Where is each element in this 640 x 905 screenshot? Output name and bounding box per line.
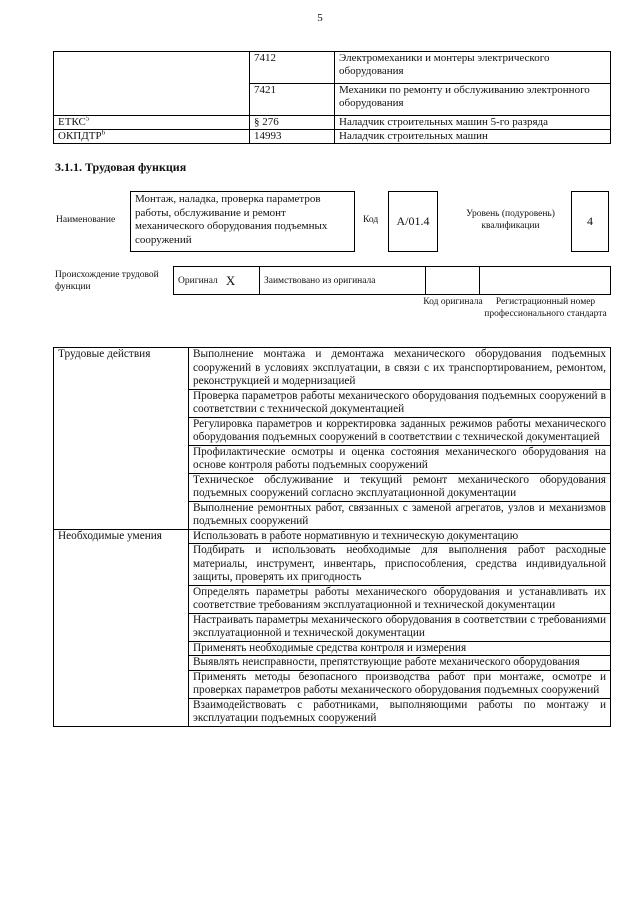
category-cell: Необходимые умения	[54, 529, 189, 726]
list-item: Подбирать и использовать необходимые для выполнения работ расходные материалы, инструмент, инвентарь, приспособления, средства индивидуальной защиты, проверять их пригодность	[189, 544, 611, 586]
list-item: Использовать в работе нормативную и техническую документацию	[189, 529, 611, 544]
code-caption: Код оригинала	[423, 297, 483, 307]
original-code-cell	[426, 267, 480, 294]
table-row	[54, 116, 611, 130]
list-item: Взаимодействовать с работниками, выполняющими работы по монтажу и эксплуатации подъемных сооружений	[189, 698, 611, 726]
origin-label: Происхождение трудовой функции	[55, 270, 159, 292]
function-code-box: А/01.4	[388, 191, 438, 252]
original-label: Оригинал	[178, 275, 218, 286]
list-item: Регулировка параметров и корректировка заданных режимов работы механического оборудования подъемных сооружений в соответствии с технической документацией	[189, 417, 611, 445]
function-name-box: Монтаж, наладка, проверка параметров работы, обслуживание и ремонт механического оборудования подъемных сооружений	[130, 191, 355, 252]
borrowed-cell	[260, 267, 426, 294]
original-mark: X	[225, 272, 236, 288]
table-row	[54, 130, 611, 144]
category-cell: Трудовые действия	[54, 348, 189, 530]
name-label: Наименование	[56, 215, 116, 225]
list-item: Техническое обслуживание и текущий ремонт механического оборудования подъемных сооружений согласно эксплуатационной документации	[189, 473, 611, 501]
code-label: Код	[363, 215, 379, 225]
name-cell: Наладчик строительных машин 5-го разряда	[335, 116, 611, 130]
borrowed-label: Заимствовано из оригинала	[264, 275, 376, 286]
page-number: 5	[317, 12, 323, 24]
code-cell: 7421	[250, 84, 335, 116]
level-label: Уровень (подуровень) квалификации	[466, 209, 555, 231]
list-item: Настраивать параметры механического оборудования в соответствии с требованиями эксплуатационной и технической документации	[189, 613, 611, 641]
code-cell: 14993	[250, 130, 335, 144]
list-item: Профилактические осмотры и оценка состояния механического оборудования на основе контроля работы подъемных сооружений	[189, 445, 611, 473]
function-details-table	[53, 347, 611, 727]
code-cell: § 276	[250, 116, 335, 130]
list-item: Выявлять неисправности, препятствующие работе механического оборудования	[189, 656, 611, 671]
list-item: Выполнение ремонтных работ, связанных с заменой агрегатов, узлов и механизмов подъемных сооружений	[189, 501, 611, 529]
name-cell: Электромеханики и монтеры электрического оборудования	[335, 52, 611, 84]
reg-caption: Регистрационный номер профессионального стандарта	[484, 297, 607, 319]
classifier-cell: ОКПДТР$^6$	[54, 130, 250, 144]
table-row	[54, 529, 611, 544]
classification-table	[53, 51, 611, 144]
list-item: Определять параметры работы механического оборудования и устанавливать их соответствие требованиям эксплуатационной и технической документации	[189, 585, 611, 613]
list-item: Выполнение монтажа и демонтажа механического оборудования подъемных сооружений в условиях эксплуатации, в связи с их транспортированием, ремонтом, реконструкцией и модернизацией	[189, 348, 611, 390]
original-cell	[174, 267, 260, 294]
table-row	[54, 348, 611, 390]
reg-number-cell	[480, 267, 610, 294]
section-title: 3.1.1. Трудовая функция	[55, 160, 187, 174]
classifier-cell	[54, 52, 250, 84]
classifier-cell	[54, 84, 250, 116]
code-cell: 7412	[250, 52, 335, 84]
name-cell: Механики по ремонту и обслуживанию электронного оборудования	[335, 84, 611, 116]
name-cell: Наладчик строительных машин	[335, 130, 611, 144]
origin-box	[173, 266, 611, 295]
list-item: Проверка параметров работы механического оборудования подъемных сооружений в соответствии с технической документацией	[189, 389, 611, 417]
level-box: 4	[571, 191, 609, 252]
list-item: Применять методы безопасного производства работ при монтаже, осмотре и проверках параметров работы механического оборудования подъемных сооружений	[189, 670, 611, 698]
classifier-cell: ЕТКС$^5$	[54, 116, 250, 130]
table-row	[54, 84, 611, 116]
table-row	[54, 52, 611, 84]
list-item: Применять необходимые средства контроля и измерения	[189, 641, 611, 656]
